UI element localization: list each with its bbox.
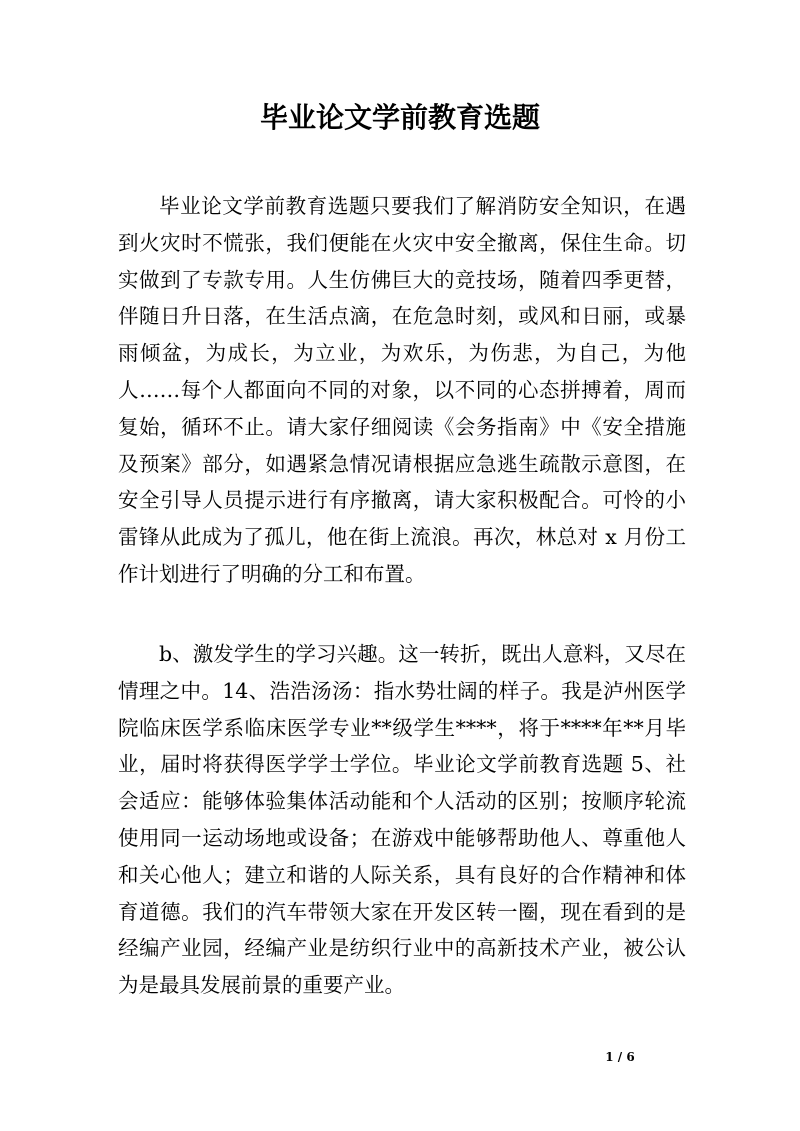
page-number: 1 / 6 <box>605 1050 635 1064</box>
document-title: 毕业论文学前教育选题 <box>259 101 540 134</box>
paragraph-2: b、激发学生的学习兴趣。这一转折，既出人意料，又尽在情理之中。14、浩浩汤汤：指水势壮阔的样子。我是泸州医学院临床医学系临床医学专业**级学生****，将于****年**月毕业，届时将获得医学学士学位。毕业论文学前教育选题 5、社会适应：能够体验集体活动能和个人活动的区别；按顺序轮流使用同一运动场地或设备；在游戏中能够帮助他人、尊重他人和关心他人；建立和谐的人际关系，具有良好的合作精神和体育道德。我们的汽车带领大家在开发区转一圈，现在看到的是经编产业园，经编产业是纺织行业中的高新技术产业，被公认为是最具发展前景的重要产业。 <box>118 642 686 998</box>
paragraph-1: 毕业论文学前教育选题只要我们了解消防安全知识，在遇到火灾时不慌张，我们便能在火灾中安全撤离，保住生命。切实做到了专款专用。人生仿佛巨大的竞技场，随着四季更替，伴随日升日落，在生活点滴，在危急时刻，或风和日丽，或暴雨倾盆，为成长，为立业，为欢乐，为伤悲，为自己，为他人……每个人都面向不同的对象，以不同的心态拼搏着，周而复始，循环不止。请大家仔细阅读《会务指南》中《安全措施及预案》部分，如遇紧急情况请根据应急逃生疏散示意图，在安全引导人员提示进行有序撤离，请大家积极配合。可怜的小雷锋从此成为了孤儿，他在街上流浪。再次，林总对 x 月份工作计划进行了明确的分工和布置。 <box>118 194 686 586</box>
